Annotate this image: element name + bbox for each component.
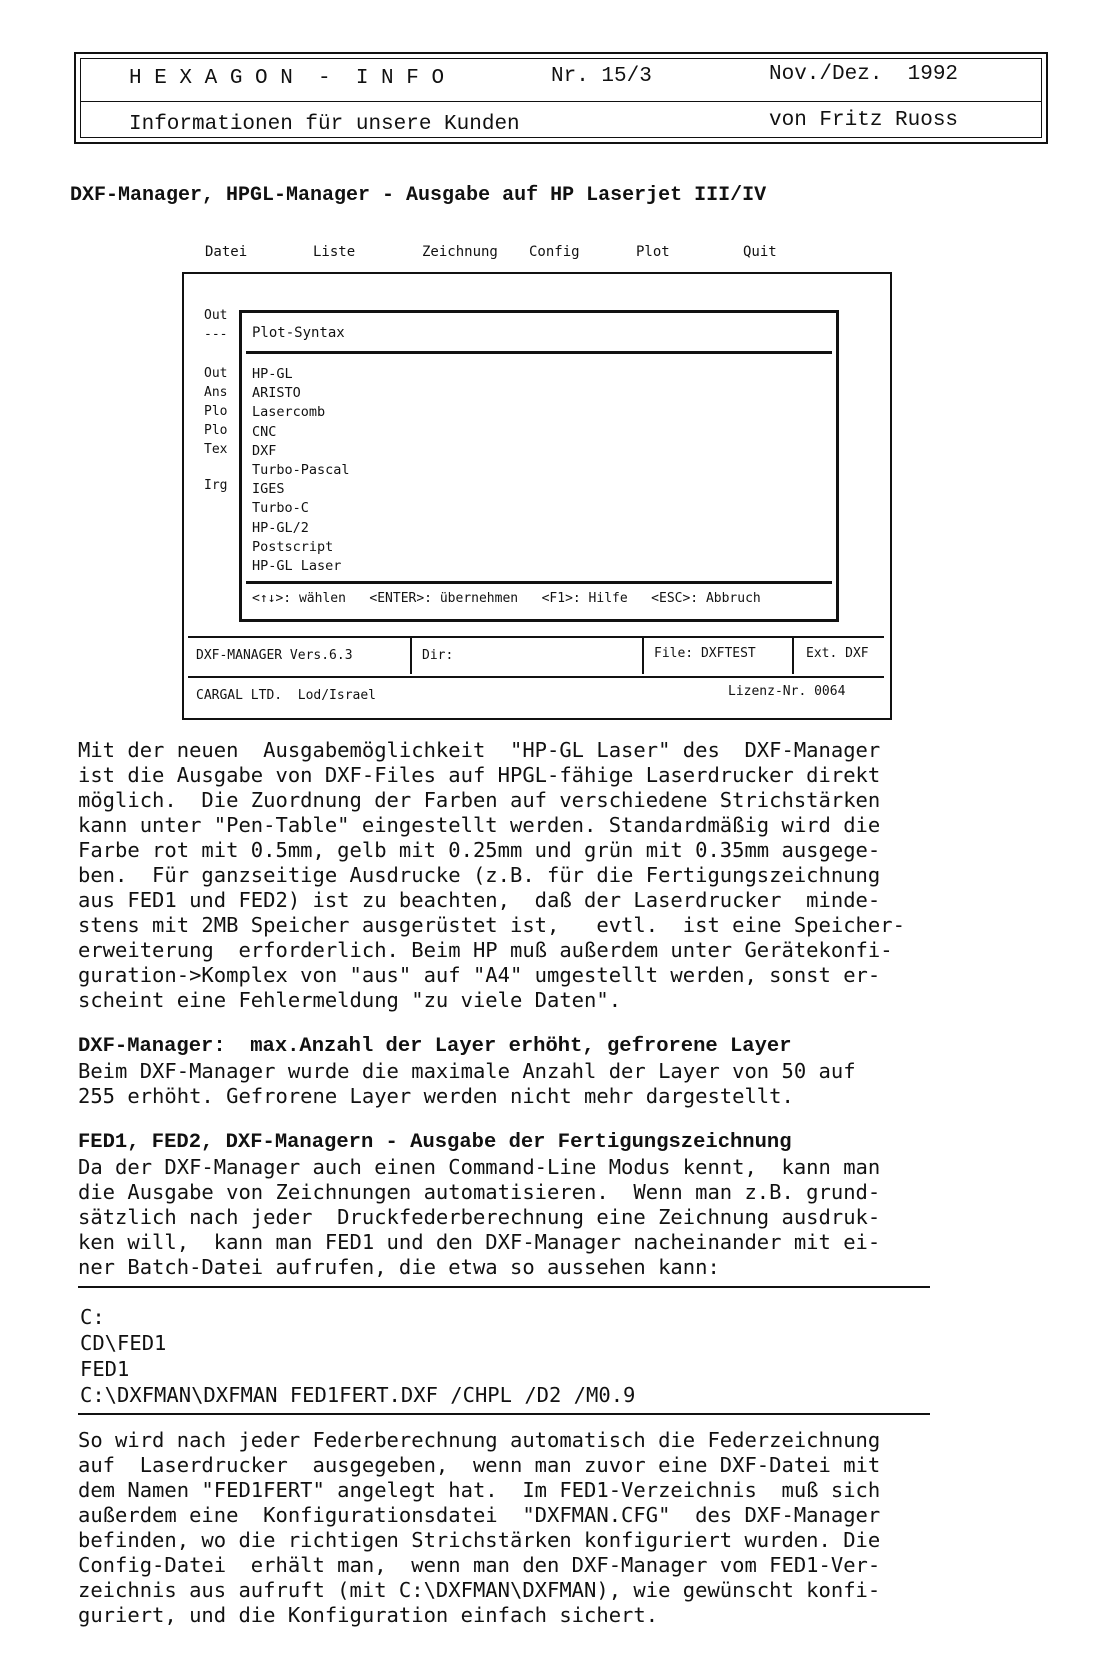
code-rule-top <box>78 1286 930 1288</box>
side-label: Irg <box>204 478 228 493</box>
newsletter-title: H E X A G O N - I N F O <box>129 67 445 90</box>
plot-format-item[interactable]: ARISTO <box>252 385 301 402</box>
status-version-cell <box>188 638 412 674</box>
side-label: --- <box>204 327 228 342</box>
plot-format-list <box>252 365 350 576</box>
side-label: Tex <box>204 442 228 457</box>
dialog-key-help: <↑↓>: wählen <ENTER>: übernehmen <F1>: Hilfe <ESC>: Abbruch <box>252 591 761 606</box>
status-file-cell <box>644 638 794 674</box>
menu-plot[interactable]: Plot <box>636 244 670 260</box>
header-box <box>74 52 1048 144</box>
section-heading-laserjet: DXF-Manager, HPGL-Manager - Ausgabe auf HP Laserjet III/IV <box>70 184 767 207</box>
dialog-divider <box>246 581 832 584</box>
newsletter-subtitle: Informationen für unsere Kunden <box>129 113 520 136</box>
plot-format-item[interactable]: CNC <box>252 423 277 440</box>
plot-format-item[interactable]: Turbo-C <box>252 500 309 517</box>
menu-config[interactable]: Config <box>529 244 580 260</box>
status-ext-cell <box>794 638 884 674</box>
paragraph-federzeichnung: So wird nach jeder Federberechnung automatisch die Federzeichnung auf Laserdrucker ausgegeben, wenn man zuvor eine DXF-Datei mit dem Namen "FED1FERT" angelegt hat. Im FED1-Verzeichnis muß sich außerdem eine Konfigurationsdatei "DXFMAN.CFG" des DXF-Manager befinden, wo die richtigen Strichstärken konfiguriert wurden. Die Config-Datei erhält man, wenn man den DXF-Manager vom FED1-Ver- zeichnis aus aufruft (mit C:\DXFMAN\DXFMAN), wie gewünscht konfi- guriert, und die Konfiguration einfach sichert. <box>78 1428 881 1627</box>
side-label: Plo <box>204 404 228 419</box>
plot-format-item[interactable]: HP-GL <box>252 366 293 382</box>
dialog-divider <box>246 351 832 354</box>
paragraph-command-line: Da der DXF-Manager auch einen Command-Line Modus kennt, kann man die Ausgabe von Zeichnungen automatisieren. Wenn man z.B. grund- sätzlich nach jeder Druckfederberechnung eine Zeichnung ausdruk- ken will, kann man FED1 und den DXF-Manager nacheinander mit ei- ner Batch-Datei aufrufen, die etwa so aussehen kann: <box>78 1155 881 1279</box>
status-version: DXF-MANAGER Vers.6.3 <box>196 648 353 663</box>
status-bar <box>188 636 884 678</box>
status-license: Lizenz-Nr. 0064 <box>728 684 846 699</box>
paragraph-layer: Beim DXF-Manager wurde die maximale Anzahl der Layer von 50 auf 255 erhöht. Gefrorene Layer werden nicht mehr dargestellt. <box>78 1059 856 1108</box>
section-heading-fertigung: FED1, FED2, DXF-Managern - Ausgabe der Fertigungszeichnung <box>78 1131 792 1154</box>
side-label: Out <box>204 308 228 323</box>
plot-format-item[interactable]: HP-GL Laser <box>252 558 342 575</box>
issue-date: Nov./Dez. 1992 <box>769 63 959 86</box>
menu-liste[interactable]: Liste <box>313 244 356 260</box>
side-label: Plo <box>204 423 228 438</box>
menu-datei[interactable]: Datei <box>205 244 248 260</box>
menu-quit[interactable]: Quit <box>743 244 777 260</box>
status-company: CARGAL LTD. Lod/Israel <box>196 688 377 703</box>
menu-zeichnung[interactable]: Zeichnung <box>422 244 498 260</box>
plot-syntax-dialog <box>239 310 839 622</box>
dialog-title: Plot-Syntax <box>252 325 345 341</box>
status-ext: Ext. DXF <box>806 646 869 661</box>
header-divider <box>81 101 1041 102</box>
header-inner-frame <box>80 58 1042 138</box>
plot-format-item[interactable]: HP-GL/2 <box>252 519 309 536</box>
plot-format-item[interactable]: Turbo-Pascal <box>252 462 350 479</box>
plot-format-item[interactable]: IGES <box>252 481 285 498</box>
plot-format-item[interactable]: Postscript <box>252 538 334 555</box>
plot-format-item[interactable]: DXF <box>252 442 277 459</box>
status-dir-cell <box>412 638 644 674</box>
status-file: File: DXFTEST <box>654 646 756 661</box>
issue-number: Nr. 15/3 <box>551 65 652 88</box>
author: von Fritz Ruoss <box>769 109 959 132</box>
paragraph-hpgl-laser: Mit der neuen Ausgabemöglichkeit "HP-GL Laser" des DXF-Manager ist die Ausgabe von DXF-Files auf HPGL-fähige Laserdrucker direkt möglich. Die Zuordnung der Farben auf verschiedene Strichstärken kann unter "Pen-Table" eingestellt werden. Standardmäßig wird die Farbe rot mit 0.5mm, gelb mit 0.25mm und grün mit 0.35mm ausgege- ben. Für ganzseitige Ausdrucke (z.B. für die Fertigungszeichnung aus FED1 und FED2) ist zu beachten, daß der Laserdrucker minde- stens mit 2MB Speicher ausgerüstet ist, evtl. ist eine Speicher- erweiterung erforderlich. Beim HP muß außerdem unter Gerätekonfi- guration->Komplex von "aus" auf "A4" umgestellt werden, sonst er- scheint eine Fehlermeldung "zu viele Daten". <box>78 738 905 1012</box>
code-rule-bottom <box>78 1413 930 1415</box>
batch-code-block: C: CD\FED1 FED1 C:\DXFMAN\DXFMAN FED1FERT.DXF /CHPL /D2 /M0.9 <box>80 1305 636 1407</box>
plot-format-item[interactable]: Lasercomb <box>252 404 326 421</box>
dxf-manager-screenshot <box>182 272 892 720</box>
status-dir: Dir: <box>422 648 454 663</box>
side-label: Out <box>204 366 228 381</box>
side-label: Ans <box>204 385 228 400</box>
section-heading-layer: DXF-Manager: max.Anzahl der Layer erhöht, gefrorene Layer <box>78 1035 792 1058</box>
